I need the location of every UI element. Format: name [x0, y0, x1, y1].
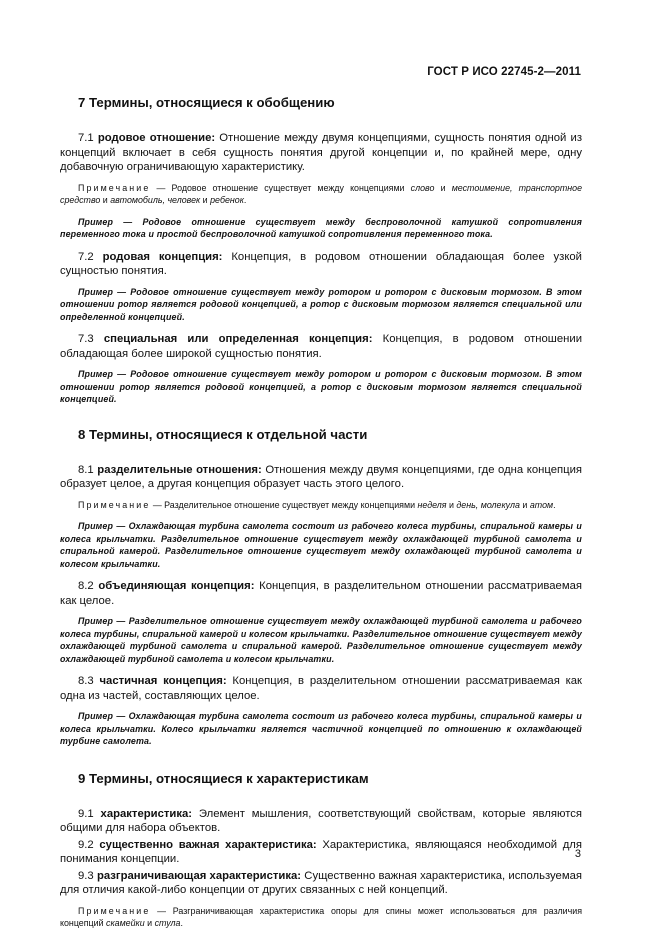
term-name: родовое отношение:: [97, 132, 216, 144]
term-name: разграничивающая характеристика:: [96, 869, 302, 882]
term-name: характеристика:: [100, 807, 193, 820]
note-9-3: Примечание — Разграничивающая характеристика опоры для спины может использоваться для различия концепций скамейки и стула.: [60, 905, 582, 928]
example-8-2: Пример — Разделительное отношение существует между охлаждающей турбиной самолета и рабочего колеса турбины, спиральной камерой и колесом крыльчатки. Разделительное отношение существует между охлаждающей турбиной самолета и спиральной камерой. Разделительное отношение существует между охлаждающей турбиной самолета и колесом крыльчатки.: [60, 616, 582, 664]
example-8-1: Пример — Охлаждающая турбина самолета состоит из рабочего колеса турбины, спиральной камеры и колеса крыльчатки. Разделительное отношение существует между охлаждающей турбиной самолета и спиральной камерой. Разделительное отношение существует между охлаждающей турбиной самолета и колесом крыльчатки.: [60, 521, 582, 569]
example-7-2: Пример — Родовое отношение существует между ротором и ротором с дисковым тормозом. В этом отношении ротор является родовой концепцией, а ротор с дисковым тормозом является специальной или определенной концепцией.: [60, 286, 582, 322]
term-9-3: 9.3 разграничивающая характеристика: Существенно важная характеристика, используемая для отличия какой-либо концепции от других связанных с ней концепций.: [60, 869, 583, 896]
term-7-3: 7.3 специальная или определенная концепция: Концепция, в родовом отношении обладающая более широкой сущностью понятия.: [60, 333, 583, 360]
term-name: существенно важная характеристика:: [99, 838, 317, 851]
term-name: объединяющая концепция:: [98, 580, 255, 592]
document-code: ГОСТ Р ИСО 22745-2—2011: [427, 66, 581, 78]
section-9-heading: 9 Термины, относящиеся к характеристикам: [78, 770, 369, 786]
page-content: [60, 88, 582, 939]
example-7-3: Пример — Родовое отношение существует между ротором и ротором с дисковым тормозом. В этом отношении ротор является родовой концепцией, а ротор с дисковым тормозом является специальной концепцией.: [60, 369, 582, 404]
term-8-2: 8.2 объединяющая концепция: Концепция, в разделительном отношении рассматриваемая как целое.: [60, 580, 582, 607]
term-name: специальная или определенная концепция:: [103, 333, 373, 345]
term-8-3: 8.3 частичная концепция: Концепция, в разделительном отношении рассматриваемая как одна из частей, составляющих целое.: [60, 675, 582, 702]
term-9-1: 9.1 характеристика: Элемент мышления, соответствующий свойствам, которые являются общими для набора объектов.: [60, 807, 583, 834]
section-7-heading: 7 Термины, относящиеся к обобщению: [78, 95, 335, 110]
term-7-1: 7.1 родовое отношение: Отношение между двумя концепциями, сущность понятия одной из концепций включает в себя сущность понятия другой концепции и, по крайней мере, одну добавочную ограничивающую характеристику.: [60, 132, 583, 173]
term-9-2: 9.2 существенно важная характеристика: Характеристика, являющаяся необходимой для понимания концепции.: [60, 838, 582, 865]
term-name: частичная концепция:: [99, 675, 227, 687]
example-7-1: Пример — Родовое отношение существует между беспроволочной катушкой сопротивления переменного тока и простой беспроволочной катушкой сопротивления переменного тока.: [60, 216, 582, 239]
example-8-3: Пример — Охлаждающая турбина самолета состоит из рабочего колеса турбины, спиральной камеры и колеса крыльчатки. Колесо крыльчатки является частичной концепцией по отношению к охлаждающей турбине самолета.: [60, 711, 582, 746]
note-7-1: Примечание — Родовое отношение существует между концепциями слово и местоимение, транспортное средство и автомобиль, человек и ребенок.: [60, 182, 583, 205]
term-8-1: 8.1 разделительные отношения: Отношения между двумя концепциями, где одна концепция образует целое, а другая концепция образует часть этого целого.: [60, 463, 582, 490]
term-name: родовая концепция:: [102, 250, 223, 263]
page-number: 3: [574, 848, 581, 860]
term-name: разделительные отношения:: [97, 463, 262, 476]
section-8-heading: 8 Термины, относящиеся к отдельной части: [78, 426, 368, 442]
note-8-1: Примечание — Разделительное отношение существует между концепциями неделя и день, молекула и атом.: [78, 499, 556, 510]
term-7-2: 7.2 родовая концепция: Концепция, в родовом отношении обладающая более узкой сущностью понятия.: [60, 250, 582, 277]
